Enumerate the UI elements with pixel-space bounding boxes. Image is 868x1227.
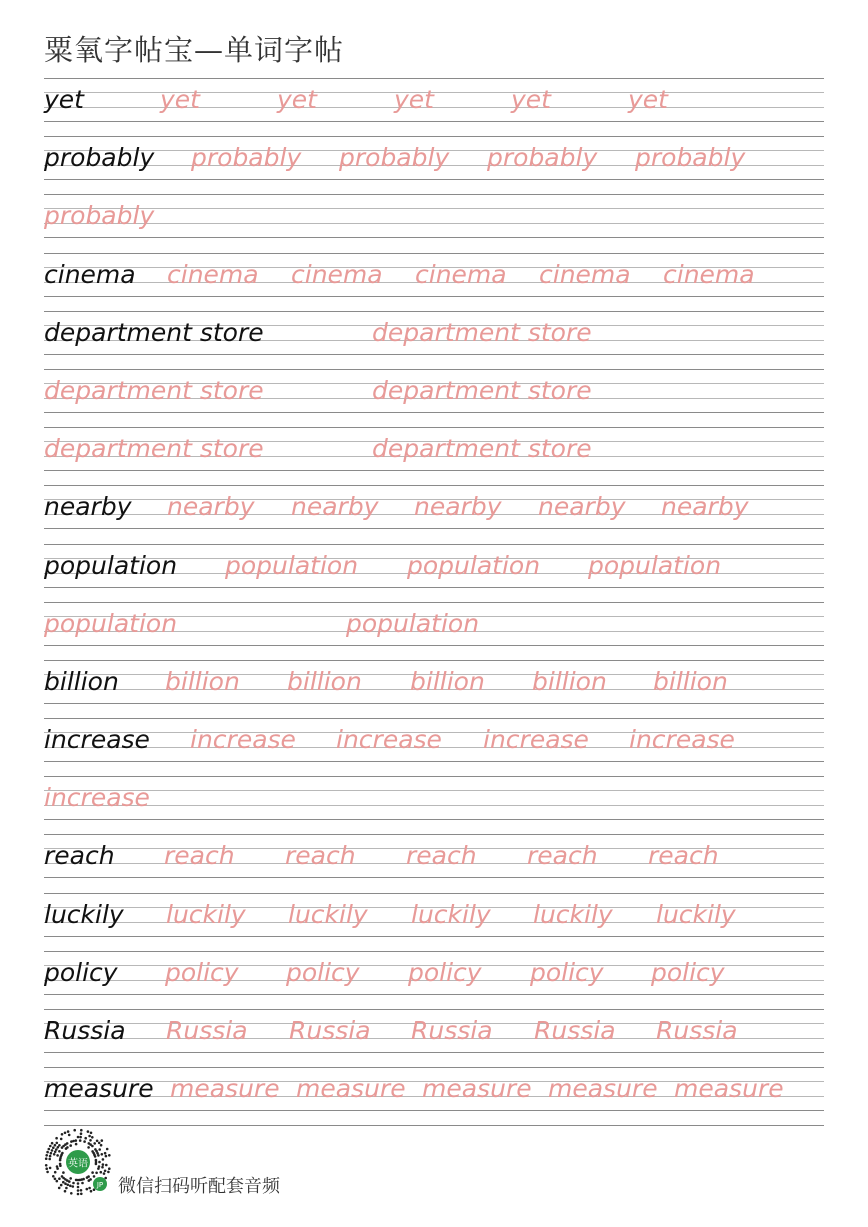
trace-word: increase — [44, 783, 150, 813]
ruling-line — [44, 528, 824, 529]
trace-word: reach — [164, 841, 235, 871]
model-word: policy — [44, 957, 118, 987]
ruling-line — [44, 834, 824, 835]
ruling-line — [44, 78, 824, 79]
trace-word: increase — [483, 725, 589, 755]
practice-row — [44, 544, 824, 602]
ruling-line — [44, 994, 824, 995]
practice-row — [44, 602, 824, 660]
practice-row — [44, 311, 824, 369]
ruling-line — [44, 1052, 824, 1053]
trace-word: department store — [372, 375, 592, 405]
model-word: cinema — [44, 259, 136, 289]
trace-word: department store — [44, 434, 264, 464]
ruling-line — [44, 893, 824, 894]
trace-word: policy — [286, 957, 360, 987]
ruling-line — [44, 1110, 824, 1111]
trace-word: measure — [422, 1074, 532, 1104]
model-word: Russia — [44, 1016, 126, 1045]
ruling-line — [44, 544, 824, 545]
ruling-line — [44, 790, 824, 791]
ruling-line — [44, 485, 824, 486]
trace-word: cinema — [291, 259, 383, 289]
trace-word: probably — [635, 143, 746, 173]
trace-word: billion — [165, 666, 240, 696]
trace-word: yet — [160, 85, 200, 114]
trace-word: increase — [190, 725, 296, 755]
trace-word: measure — [548, 1074, 658, 1104]
ruling-line — [44, 412, 824, 413]
model-word: increase — [44, 725, 150, 755]
ruling-line — [44, 223, 824, 224]
trace-word: billion — [653, 666, 728, 696]
model-word: department store — [44, 317, 264, 347]
trace-word: probably — [191, 143, 302, 173]
trace-word: luckily — [411, 899, 491, 929]
trace-word: increase — [336, 725, 442, 755]
trace-word: cinema — [167, 259, 259, 289]
model-word: luckily — [44, 899, 124, 929]
ruling-line — [44, 951, 824, 952]
model-word: reach — [44, 841, 115, 871]
trace-word: measure — [170, 1074, 280, 1104]
practice-row — [44, 427, 824, 485]
trace-word: nearby — [167, 492, 255, 522]
trace-word: cinema — [415, 259, 507, 289]
qr-corner-text: JP — [96, 1181, 104, 1189]
trace-word: Russia — [656, 1016, 738, 1045]
ruling-line — [44, 470, 824, 471]
trace-word: measure — [674, 1074, 784, 1104]
trace-word: reach — [406, 841, 477, 871]
model-word: measure — [44, 1074, 154, 1104]
trace-word: nearby — [661, 492, 749, 522]
trace-word: luckily — [533, 899, 613, 929]
trace-word: population — [588, 550, 722, 580]
trace-word: measure — [296, 1074, 406, 1104]
ruling-line — [44, 427, 824, 428]
model-word: nearby — [44, 492, 132, 522]
practice-sheet — [44, 78, 824, 1126]
trace-word: billion — [410, 666, 485, 696]
ruling-line — [44, 645, 824, 646]
trace-word: Russia — [166, 1016, 248, 1045]
practice-row — [44, 834, 824, 892]
practice-row — [44, 78, 824, 136]
model-word: yet — [44, 85, 84, 114]
trace-word: billion — [287, 666, 362, 696]
trace-word: yet — [277, 85, 317, 114]
trace-word: department store — [372, 434, 592, 464]
ruling-line — [44, 587, 824, 588]
trace-word: reach — [527, 841, 598, 871]
practice-row — [44, 369, 824, 427]
trace-word: Russia — [411, 1016, 493, 1045]
ruling-line — [44, 296, 824, 297]
trace-word: cinema — [663, 259, 755, 289]
practice-row — [44, 136, 824, 194]
trace-word: reach — [648, 841, 719, 871]
ruling-line — [44, 718, 824, 719]
ruling-line — [44, 179, 824, 180]
qr-caption: 微信扫码听配套音频 — [118, 1176, 280, 1197]
ruling-line — [44, 703, 824, 704]
trace-word: nearby — [538, 492, 626, 522]
trace-word: Russia — [534, 1016, 616, 1045]
ruling-line — [44, 369, 824, 370]
practice-row — [44, 1009, 824, 1067]
ruling-line — [44, 194, 824, 195]
ruling-line — [44, 1067, 824, 1068]
practice-row — [44, 194, 824, 252]
practice-row — [44, 718, 824, 776]
ruling-line — [44, 936, 824, 937]
trace-word: nearby — [291, 492, 379, 522]
trace-word: policy — [165, 957, 239, 987]
ruling-line — [44, 121, 824, 122]
trace-word: yet — [511, 85, 551, 114]
trace-word: department store — [44, 375, 264, 405]
ruling-line — [44, 354, 824, 355]
ruling-line — [44, 877, 824, 878]
practice-row — [44, 253, 824, 311]
practice-row — [44, 1067, 824, 1125]
trace-word: nearby — [414, 492, 502, 522]
ruling-line — [44, 660, 824, 661]
trace-word: luckily — [166, 899, 246, 929]
qr-code-icon[interactable] — [44, 1128, 112, 1196]
practice-row — [44, 776, 824, 834]
trace-word: reach — [285, 841, 356, 871]
trace-word: population — [44, 608, 178, 638]
trace-word: luckily — [656, 899, 736, 929]
trace-word: population — [225, 550, 359, 580]
ruling-line — [44, 253, 824, 254]
trace-word: yet — [628, 85, 668, 114]
ruling-line — [44, 805, 824, 806]
practice-row — [44, 893, 824, 951]
trace-word: policy — [408, 957, 482, 987]
trace-word: policy — [651, 957, 725, 987]
trace-word: probably — [339, 143, 450, 173]
trace-word: billion — [532, 666, 607, 696]
qr-badge-text: 英语 — [68, 1158, 88, 1170]
practice-row — [44, 485, 824, 543]
practice-row — [44, 951, 824, 1009]
trace-word: probably — [44, 201, 155, 231]
ruling-line — [44, 1009, 824, 1010]
model-word: probably — [44, 143, 155, 173]
ruling-line — [44, 237, 824, 238]
trace-word: luckily — [288, 899, 368, 929]
trace-word: population — [346, 608, 480, 638]
trace-word: policy — [530, 957, 604, 987]
trace-word: increase — [629, 725, 735, 755]
trace-word: probably — [487, 143, 598, 173]
trace-word: Russia — [289, 1016, 371, 1045]
practice-row — [44, 660, 824, 718]
ruling-line — [44, 819, 824, 820]
ruling-line — [44, 136, 824, 137]
model-word: population — [44, 550, 178, 580]
ruling-line — [44, 761, 824, 762]
ruling-line — [44, 602, 824, 603]
ruling-line — [44, 311, 824, 312]
model-word: billion — [44, 666, 119, 696]
ruling-line — [44, 776, 824, 777]
trace-word: yet — [394, 85, 434, 114]
ruling-line — [44, 208, 824, 209]
trace-word: population — [407, 550, 541, 580]
ruling-line — [44, 1125, 824, 1126]
page-title: 粟氧字帖宝—单词字帖 — [44, 33, 345, 67]
trace-word: department store — [372, 317, 592, 347]
trace-word: cinema — [539, 259, 631, 289]
